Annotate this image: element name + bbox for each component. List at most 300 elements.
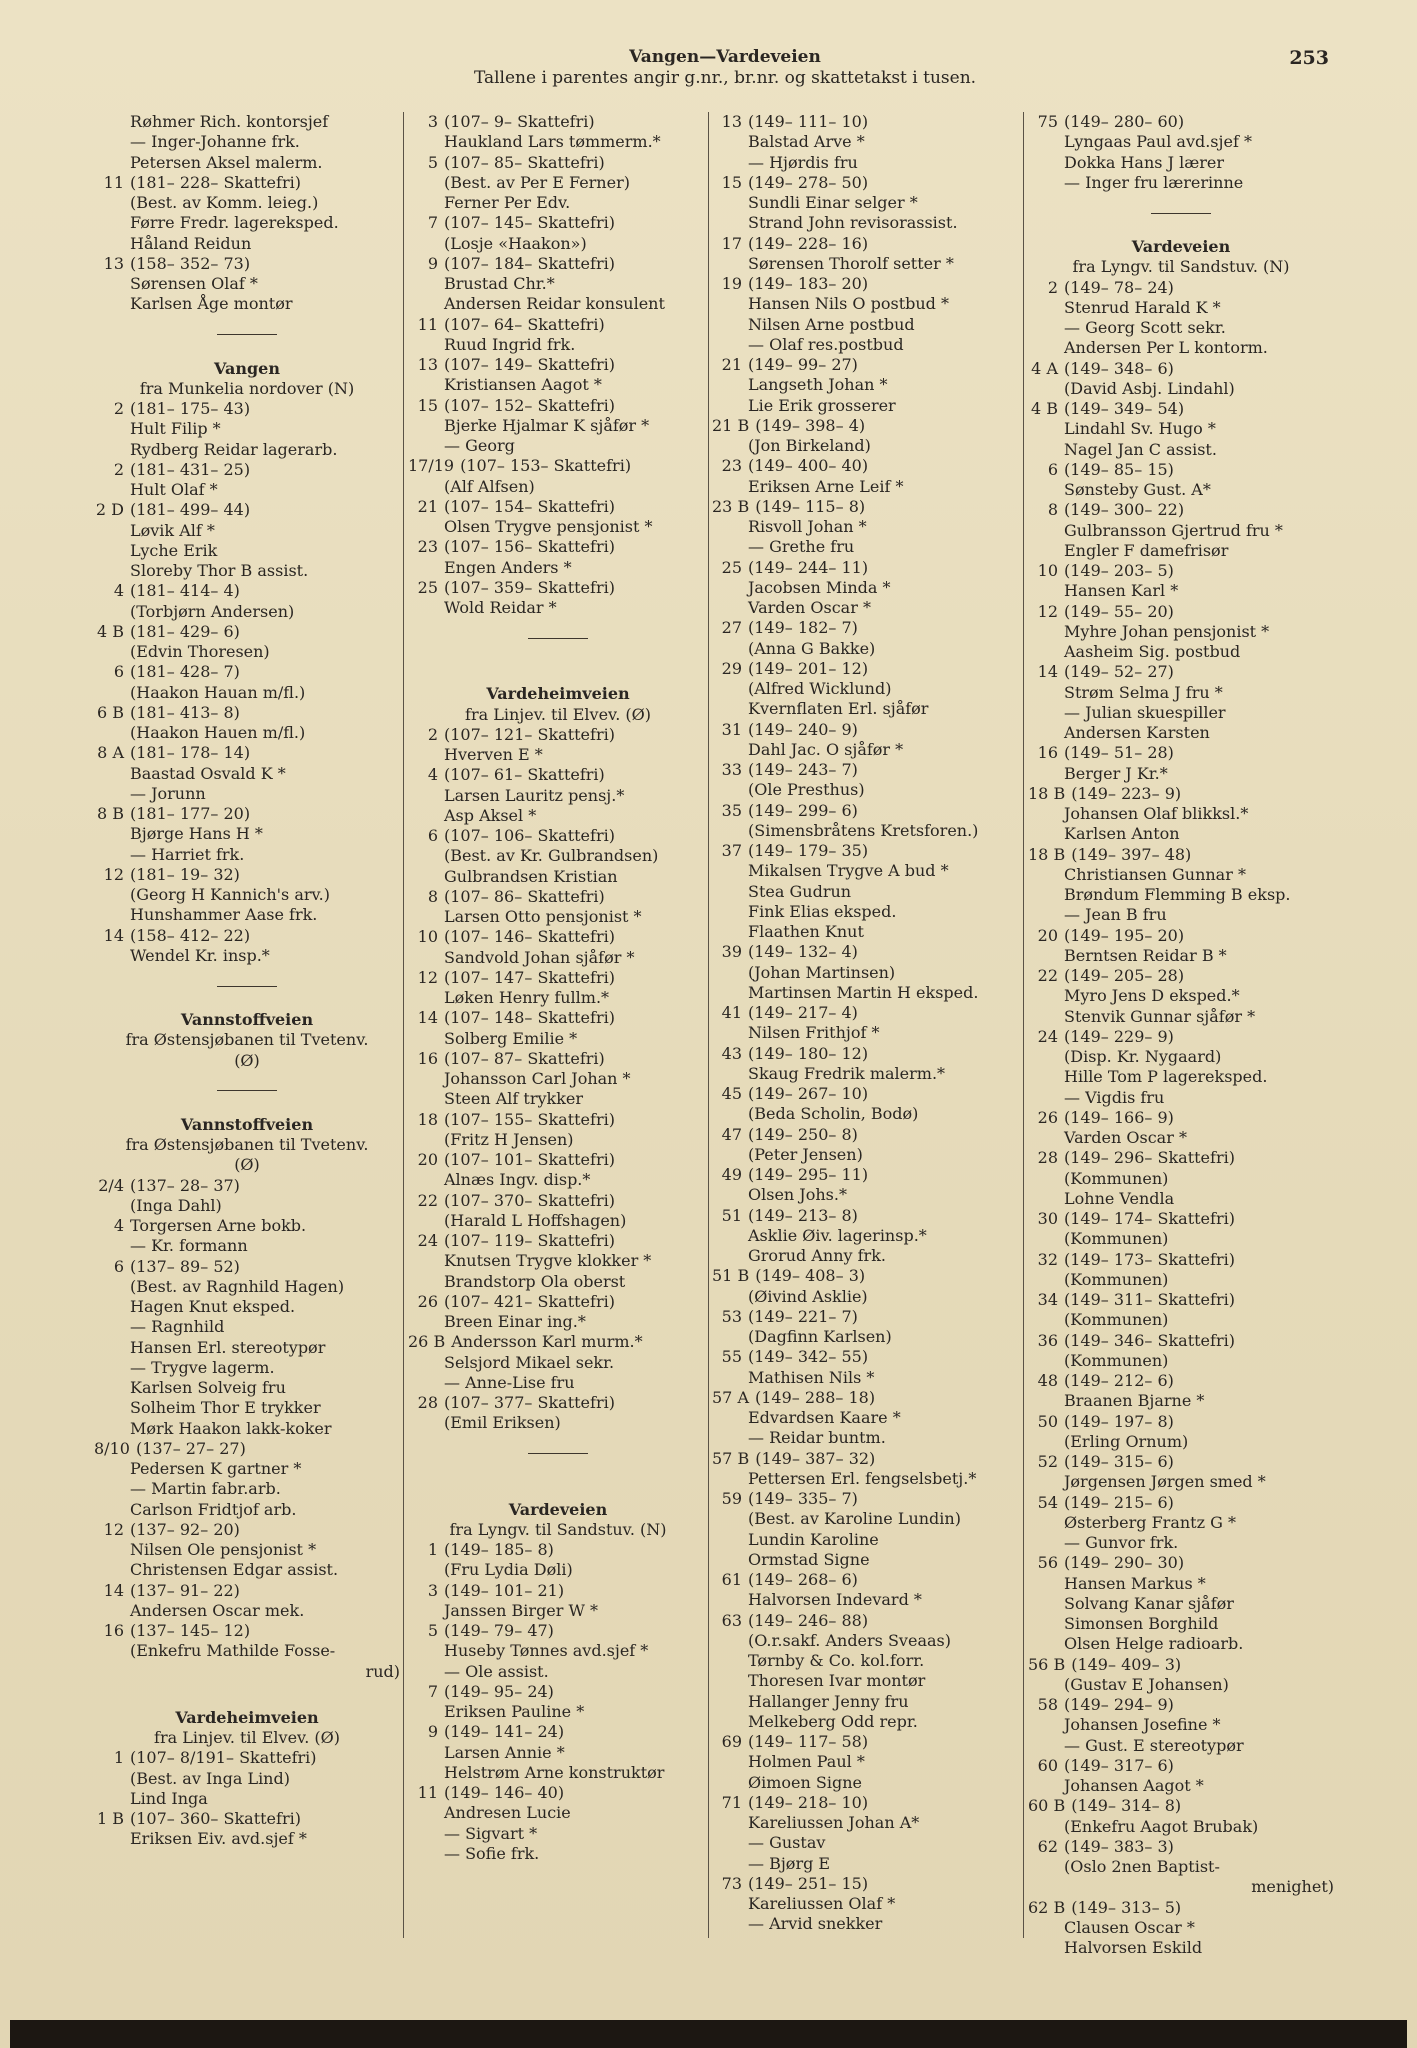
- entry-text: Bjørge Hans H *: [130, 824, 263, 844]
- house-number: 10: [417, 927, 438, 947]
- directory-entry: [408, 1743, 708, 1763]
- house-number: [408, 1069, 444, 1089]
- directory-entry: [712, 963, 1020, 983]
- page-title: Vangen—Vardeveien: [629, 47, 821, 67]
- entry-text: (149– 99– 27): [748, 355, 858, 374]
- directory-entry: [712, 537, 1020, 557]
- spacer: [408, 658, 708, 680]
- house-number: 3: [427, 112, 438, 131]
- house-number: 3: [427, 1580, 438, 1600]
- entry-text: — Martin fabr.arb.: [130, 1479, 281, 1499]
- directory-entry: [1028, 399, 1334, 419]
- entry-text: Mathisen Nils *: [748, 1367, 875, 1387]
- house-number: 5: [427, 1621, 438, 1640]
- entry-text: (149– 205– 28): [1064, 966, 1185, 985]
- house-number: [1028, 1432, 1064, 1452]
- entry-text: Simonsen Borghild: [1064, 1614, 1219, 1633]
- entry-text: — Jorunn: [130, 783, 206, 803]
- house-number: [1028, 521, 1064, 541]
- directory-entry: [712, 821, 1020, 841]
- directory-entry: [408, 806, 708, 826]
- directory-entry: [712, 1914, 1020, 1934]
- directory-entry: [1028, 683, 1334, 703]
- house-number: [408, 1662, 444, 1682]
- entry-text: Hagen Knut eksped.: [130, 1297, 296, 1316]
- house-number: 13: [721, 112, 742, 131]
- directory-entry: [712, 1469, 1020, 1489]
- entry-text: (149– 174– Skattefri): [1064, 1209, 1235, 1228]
- entry-text: (107– 155– Skattefri): [444, 1109, 615, 1129]
- house-number: [712, 1064, 748, 1084]
- directory-entry: [408, 456, 708, 476]
- house-number: [94, 885, 130, 905]
- entry-text: — Georg: [444, 436, 515, 455]
- entry-text: Mikalsen Trygve A bud *: [748, 861, 949, 881]
- house-number: [1028, 338, 1064, 358]
- directory-entry: [408, 1662, 708, 1682]
- house-number: [408, 193, 444, 213]
- entry-text: (149– 383– 3): [1064, 1836, 1174, 1856]
- directory-entry: [1028, 845, 1334, 865]
- house-number: 9: [427, 253, 438, 273]
- house-number: [1028, 946, 1064, 966]
- entry-text: (Torbjørn Andersen): [130, 601, 295, 621]
- entry-text: Andersen Karsten: [1064, 723, 1210, 742]
- entry-text: (158– 352– 73): [130, 253, 251, 273]
- directory-entry: [408, 1560, 708, 1580]
- house-number: 57 A: [712, 1387, 749, 1407]
- directory-entry: [712, 1773, 1020, 1793]
- entry-text: Halvorsen Indevard *: [748, 1590, 922, 1610]
- entry-text: (181– 429– 6): [130, 621, 240, 641]
- directory-entry: [712, 1044, 1020, 1064]
- entry-text: Nilsen Arne postbud: [748, 314, 915, 334]
- directory-entry: [712, 1732, 1020, 1752]
- house-number: 8/10: [94, 1438, 130, 1458]
- directory-entry: [408, 1641, 708, 1661]
- directory-entry: [712, 861, 1020, 881]
- house-number: [712, 699, 748, 719]
- house-number: [1028, 642, 1064, 662]
- house-number: 30: [1037, 1209, 1058, 1228]
- house-number: 51: [721, 1205, 742, 1225]
- house-number: 8 B: [96, 804, 124, 823]
- house-number: 48: [1037, 1371, 1058, 1390]
- directory-entry: [1028, 1837, 1334, 1857]
- entry-text: (149– 408– 3): [755, 1266, 866, 1286]
- house-number: 2/4: [98, 1175, 124, 1195]
- street-heading: Vannstoffveien: [180, 1010, 314, 1029]
- entry-text: — Kr. formann: [130, 1236, 248, 1256]
- entry-text: Carlson Fridtjof arb.: [130, 1499, 297, 1519]
- directory-entry: [408, 1130, 708, 1150]
- directory-entry: [408, 1150, 708, 1170]
- entry-text: (107– 146– Skattefri): [444, 927, 615, 947]
- entry-text: (O.r.sakf. Anders Sveaas): [748, 1630, 951, 1650]
- entry-text: Christiansen Gunnar *: [1064, 864, 1246, 884]
- entry-text: Sandvold Johan sjåfør *: [444, 947, 635, 967]
- entry-text: — Ole assist.: [444, 1661, 549, 1681]
- house-number: 61: [721, 1570, 742, 1589]
- directory-entry: [712, 396, 1020, 416]
- entry-text: (Erling Ornum): [1064, 1431, 1189, 1451]
- directory-entry: [94, 743, 400, 763]
- house-number: [408, 1844, 444, 1864]
- directory-entry: [94, 500, 400, 520]
- house-number: [712, 132, 748, 152]
- entry-text: Røhmer Rich. kontorsjef: [130, 112, 329, 131]
- directory-entry: [94, 1520, 400, 1540]
- house-number: 8: [1047, 500, 1058, 520]
- directory-entry: [1028, 419, 1334, 439]
- directory-entry: [1028, 1857, 1334, 1877]
- entry-text: Sørensen Olaf *: [130, 274, 258, 293]
- directory-entry: [712, 1590, 1020, 1610]
- entry-text: (Jon Birkeland): [748, 436, 871, 455]
- directory-entry: [712, 598, 1020, 618]
- directory-entry: [1028, 723, 1334, 743]
- house-number: [1028, 1229, 1064, 1249]
- entry-text: Mørk Haakon lakk-koker: [130, 1418, 332, 1438]
- entry-text: Johansen Aagot *: [1064, 1776, 1204, 1795]
- entry-text: (Inga Dahl): [130, 1195, 222, 1215]
- directory-entry: [1028, 926, 1334, 946]
- directory-entry: [94, 1338, 400, 1358]
- directory-entry: [712, 578, 1020, 598]
- house-number: 60 B: [1028, 1796, 1066, 1816]
- directory-entry: [1028, 966, 1334, 986]
- house-number: 13: [103, 253, 124, 273]
- directory-entry: [408, 968, 708, 988]
- directory-entry: [712, 902, 1020, 922]
- house-number: 17: [721, 233, 742, 253]
- directory-entry: [94, 764, 400, 784]
- directory-entry: [712, 375, 1020, 395]
- directory-entry: [94, 885, 400, 905]
- house-number: [1028, 1351, 1064, 1371]
- entry-text: (Edvin Thoresen): [130, 642, 270, 661]
- street-direction: (Ø): [234, 1050, 260, 1070]
- house-number: [712, 375, 748, 395]
- directory-entry: [94, 1479, 400, 1499]
- entry-text: (Emil Eriksen): [444, 1413, 561, 1433]
- entry-text: Selsjord Mikael sekr.: [444, 1352, 615, 1372]
- house-number: [1028, 1067, 1064, 1087]
- house-number: [712, 1368, 748, 1388]
- house-number: [408, 1312, 444, 1332]
- house-number: [712, 1712, 748, 1732]
- directory-entry: [94, 1809, 400, 1829]
- entry-text: (149– 313– 5): [1071, 1897, 1182, 1917]
- entry-text: (107– 106– Skattefri): [444, 826, 615, 845]
- entry-text: Helstrøm Arne konstruktør: [444, 1762, 665, 1782]
- section-separator: [94, 966, 400, 1006]
- directory-entry: [408, 1251, 708, 1271]
- directory-entry: [712, 497, 1020, 517]
- house-number: 26: [1037, 1107, 1058, 1127]
- entry-text: Brustad Chr.*: [444, 274, 555, 293]
- directory-entry: [712, 213, 1020, 233]
- house-number: [1028, 1594, 1064, 1614]
- house-number: [94, 1196, 130, 1216]
- entry-text: Wold Reidar *: [444, 598, 557, 617]
- entry-text: — Georg Scott sekr.: [1064, 318, 1226, 337]
- entry-text: Melkeberg Odd repr.: [748, 1711, 918, 1731]
- house-number: [712, 1226, 748, 1246]
- directory-entry: [712, 335, 1020, 355]
- entry-text: (149– 317– 6): [1064, 1755, 1174, 1775]
- entry-text: Håland Reidun: [130, 233, 252, 253]
- house-number: 2: [113, 399, 124, 418]
- directory-entry: [712, 132, 1020, 152]
- house-number: [1028, 1513, 1064, 1533]
- page-header: [380, 47, 1070, 89]
- entry-text: (137– 27– 27): [135, 1438, 246, 1458]
- entry-text: Kristiansen Aagot *: [444, 375, 602, 395]
- entry-text: Huseby Tønnes avd.sjef *: [444, 1641, 649, 1661]
- house-number: 50: [1037, 1411, 1058, 1431]
- directory-entry: [408, 213, 708, 233]
- entry-text: (Kommunen): [1064, 1269, 1169, 1289]
- directory-entry: [712, 112, 1020, 132]
- directory-entry: [712, 1023, 1020, 1043]
- entry-text: Larsen Annie *: [444, 1742, 565, 1762]
- entry-text: (107– 184– Skattefri): [444, 253, 615, 273]
- directory-entry: [408, 355, 708, 375]
- entry-text: (149– 300– 22): [1064, 500, 1185, 520]
- house-number: 23: [417, 537, 438, 557]
- directory-entry: [408, 1783, 708, 1803]
- entry-text: (107– 119– Skattefri): [444, 1231, 615, 1250]
- house-number: [408, 274, 444, 294]
- directory-entry: [408, 294, 708, 314]
- continuation-text: menighet): [1251, 1877, 1334, 1897]
- entry-text: (149– 78– 24): [1064, 277, 1174, 297]
- house-number: [94, 1398, 130, 1418]
- entry-text: (149– 349– 54): [1064, 399, 1185, 418]
- directory-entry: [1028, 1918, 1334, 1938]
- directory-entry: [712, 699, 1020, 719]
- directory-entry: [712, 1084, 1020, 1104]
- entry-text: Halvorsen Eskild: [1064, 1938, 1203, 1957]
- entry-text: Nagel Jan C assist.: [1064, 439, 1217, 459]
- directory-entry: [1028, 1270, 1334, 1290]
- entry-text: (181– 175– 43): [130, 399, 251, 418]
- entry-text: — Anne-Lise fru: [444, 1372, 575, 1392]
- house-number: [1028, 1614, 1064, 1634]
- house-number: [408, 1089, 444, 1109]
- house-number: [94, 1540, 130, 1560]
- entry-text: Lyche Erik: [130, 540, 218, 560]
- entry-text: (149– 294– 9): [1064, 1695, 1174, 1714]
- entry-text: (Fritz H Jensen): [444, 1129, 574, 1149]
- entry-text: Lohne Vendla: [1064, 1188, 1175, 1208]
- house-number: [1028, 379, 1064, 399]
- entry-text: (107– 360– Skattefri): [130, 1809, 301, 1828]
- house-number: [1028, 173, 1064, 193]
- house-number: [712, 679, 748, 699]
- entry-text: Baastad Osvald K *: [130, 763, 286, 783]
- directory-entry: [1028, 173, 1334, 193]
- directory-entry: [408, 1089, 708, 1109]
- entry-text: (107– 148– Skattefri): [444, 1008, 615, 1028]
- directory-entry: [408, 1413, 708, 1433]
- directory-entry: [712, 1246, 1020, 1266]
- column-divider: [708, 112, 709, 1938]
- house-number: [712, 1752, 748, 1772]
- directory-entry: [1028, 1391, 1334, 1411]
- entry-text: Engen Anders *: [444, 557, 572, 577]
- house-number: [94, 1297, 130, 1317]
- street-direction: (Ø): [234, 1155, 260, 1175]
- entry-text: (107– 149– Skattefri): [444, 355, 615, 374]
- entry-text: Lyngaas Paul avd.sjef *: [1064, 132, 1252, 152]
- house-number: 14: [417, 1008, 438, 1028]
- page-number: 253: [1289, 47, 1329, 69]
- street-heading: Vannstoffveien: [180, 1114, 314, 1134]
- house-number: [408, 132, 444, 152]
- entry-text: (149– 398– 4): [755, 415, 866, 435]
- column-divider: [1023, 112, 1024, 1938]
- entry-text: Andersen Oscar mek.: [130, 1600, 305, 1620]
- entry-text: (149– 335– 7): [748, 1489, 858, 1508]
- entry-text: (107– 156– Skattefri): [444, 537, 615, 557]
- house-number: [408, 1272, 444, 1292]
- directory-entry: [1028, 1148, 1334, 1168]
- house-number: [94, 480, 130, 500]
- directory-entry: [1028, 1128, 1334, 1148]
- house-number: 12: [103, 1519, 124, 1539]
- directory-entry: [712, 558, 1020, 578]
- entry-text: Stenvik Gunnar sjåfør *: [1064, 1006, 1256, 1026]
- street-heading: Vardeveien: [508, 1499, 608, 1519]
- directory-entry: [94, 173, 400, 193]
- entry-text: (Best. av Kr. Gulbrandsen): [444, 846, 659, 866]
- directory-entry: [1028, 1655, 1334, 1675]
- directory-entry: [712, 1307, 1020, 1327]
- entry-text: (149– 197– 8): [1064, 1411, 1174, 1431]
- directory-entry: [408, 497, 708, 517]
- directory-entry: [408, 1373, 708, 1393]
- directory-entry: [1028, 480, 1334, 500]
- entry-text: (149– 111– 10): [748, 112, 869, 131]
- directory-entry: [94, 703, 400, 723]
- directory-entry: [1028, 703, 1334, 723]
- directory-entry: [94, 1398, 400, 1418]
- entry-text: (107– 101– Skattefri): [444, 1150, 615, 1169]
- entry-text: Lind Inga: [130, 1788, 208, 1808]
- directory-entry: [1028, 521, 1334, 541]
- house-number: [1028, 153, 1064, 173]
- entry-text: (Haakon Hauan m/fl.): [130, 682, 306, 702]
- directory-entry: [1028, 318, 1334, 338]
- entry-text: Stea Gudrun: [748, 881, 852, 901]
- house-number: [408, 1353, 444, 1373]
- directory-entry: [712, 1347, 1020, 1367]
- house-number: 59: [721, 1489, 742, 1508]
- entry-text: Haukland Lars tømmerm.*: [444, 132, 661, 152]
- entry-text: (149– 195– 20): [1064, 925, 1185, 945]
- entry-text: (David Asbj. Lindahl): [1064, 378, 1235, 398]
- entry-text: (Disp. Kr. Nygaard): [1064, 1047, 1222, 1066]
- house-number: 24: [1037, 1026, 1058, 1046]
- entry-text: Eriksen Arne Leif *: [748, 476, 904, 496]
- house-number: [1028, 440, 1064, 460]
- entry-text: Breen Einar ing.*: [444, 1312, 586, 1331]
- directory-entry: [408, 826, 708, 846]
- house-number: [408, 375, 444, 395]
- directory-entry: [94, 132, 400, 152]
- directory-entry: [1028, 1209, 1334, 1229]
- entry-text: — Hjørdis fru: [748, 152, 858, 172]
- directory-entry: [94, 642, 400, 662]
- directory-entry: [712, 801, 1020, 821]
- entry-text: (Kommunen): [1064, 1168, 1169, 1188]
- directory-entry: [408, 867, 708, 887]
- entry-text: (149– 346– Skattefri): [1064, 1330, 1235, 1350]
- entry-text: (149– 267– 10): [748, 1084, 869, 1103]
- house-number: [712, 1854, 748, 1874]
- directory-entry: [94, 399, 400, 419]
- entry-text: Myhre Johan pensjonist *: [1064, 621, 1270, 641]
- directory-entry: [712, 1651, 1020, 1671]
- house-number: 54: [1037, 1492, 1058, 1512]
- directory-entry: [408, 517, 708, 537]
- house-number: [712, 780, 748, 800]
- house-number: 23: [721, 456, 742, 476]
- directory-entry: [712, 639, 1020, 659]
- house-number: [712, 213, 748, 233]
- entry-text: (149– 52– 27): [1064, 662, 1174, 682]
- directory-entry: [712, 1408, 1020, 1428]
- house-number: [1028, 581, 1064, 601]
- entry-text: Stenrud Harald K *: [1064, 297, 1221, 317]
- entry-text: (107– 359– Skattefri): [444, 577, 615, 597]
- entry-text: Hverven E *: [444, 745, 543, 764]
- entry-text: (149– 203– 5): [1064, 561, 1174, 580]
- house-number: [94, 683, 130, 703]
- entry-text: (149– 223– 9): [1071, 783, 1182, 803]
- directory-entry: [94, 1176, 400, 1196]
- house-number: [94, 112, 130, 132]
- directory-entry: [408, 1292, 708, 1312]
- house-number: [1028, 1533, 1064, 1553]
- entry-text: (149– 278– 50): [748, 172, 869, 192]
- house-number: 2: [1047, 277, 1058, 297]
- house-number: [712, 1104, 748, 1124]
- entry-text: Martinsen Martin H eksped.: [748, 982, 979, 1002]
- directory-entry: [408, 1231, 708, 1251]
- house-number: 62 B: [1028, 1897, 1066, 1917]
- house-number: 56 B: [1028, 1654, 1066, 1674]
- entry-text: Larsen Lauritz pensj.*: [444, 785, 625, 805]
- house-number: [408, 1130, 444, 1150]
- house-number: 15: [721, 172, 742, 192]
- house-number: [408, 436, 444, 456]
- house-number: [1028, 1715, 1064, 1735]
- directory-entry: [94, 193, 400, 213]
- directory-entry: [1028, 1067, 1334, 1087]
- house-number: 2: [427, 724, 438, 744]
- house-number: 11: [417, 314, 438, 334]
- house-number: [408, 867, 444, 887]
- directory-entry: [1028, 1472, 1334, 1492]
- directory-entry: [712, 1104, 1020, 1124]
- house-number: [408, 558, 444, 578]
- directory-entry: [408, 786, 708, 806]
- entry-text: Nilsen Ole pensjonist *: [130, 1540, 317, 1559]
- entry-text: (149– 185– 8): [444, 1540, 554, 1559]
